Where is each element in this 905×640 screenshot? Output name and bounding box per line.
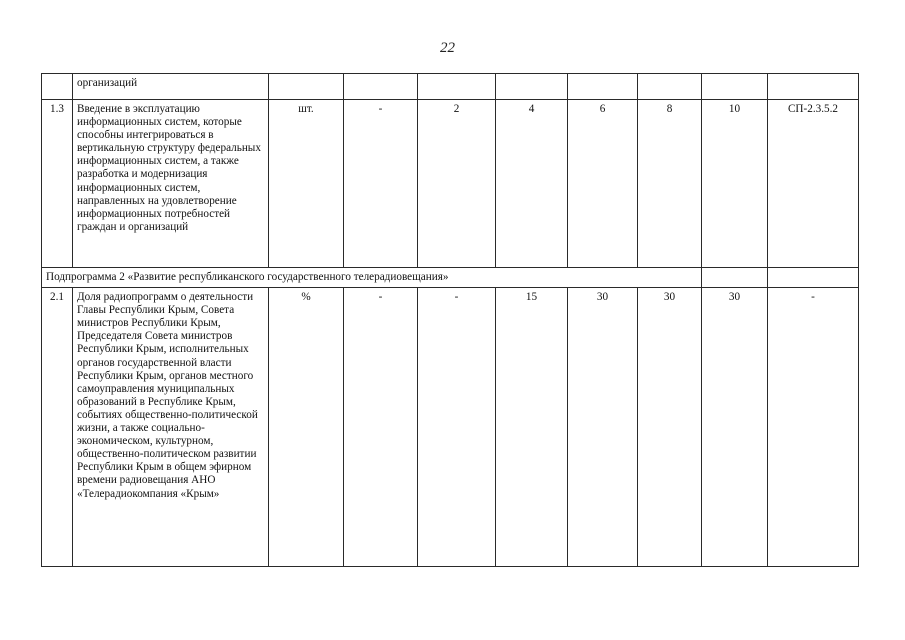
row-number: 1.3: [42, 100, 73, 268]
value-cell: 30: [568, 288, 638, 567]
indicator-name: Введение в эксплуатацию информационных систем, которые способны интегрироваться в вертикальную структуру федеральных информационных систем, а также разработка и модернизация информационных систем, направленных на удовлетворение информационных потребностей граждан и организаций: [73, 100, 269, 268]
row-number: [42, 74, 73, 100]
value-cell: 2: [418, 100, 496, 268]
value-cell: 15: [496, 288, 568, 567]
row-number: 2.1: [42, 288, 73, 567]
page-number: 22: [440, 40, 455, 56]
subprogram-row: [42, 268, 859, 288]
indicators-table: [41, 73, 859, 567]
value-cell: 8: [638, 100, 702, 268]
value-cell: [638, 74, 702, 100]
table-row: [42, 100, 859, 268]
value-cell: -: [344, 100, 418, 268]
indicator-name: организаций: [73, 74, 269, 100]
value-cell: 6: [568, 100, 638, 268]
value-cell: [496, 74, 568, 100]
source-cell: СП-2.3.5.2: [768, 100, 859, 268]
value-cell: 30: [638, 288, 702, 567]
table-row: [42, 288, 859, 567]
value-cell: 10: [702, 100, 768, 268]
unit-cell: [269, 74, 344, 100]
value-cell: [568, 74, 638, 100]
value-cell: [702, 74, 768, 100]
value-cell: [418, 74, 496, 100]
value-cell: [344, 74, 418, 100]
empty-cell: [768, 268, 859, 288]
empty-cell: [702, 268, 768, 288]
unit-cell: %: [269, 288, 344, 567]
unit-cell: шт.: [269, 100, 344, 268]
value-cell: -: [344, 288, 418, 567]
indicator-name: Доля радиопрограмм о деятельности Главы Республики Крым, Совета министров Республики Крым, Председателя Совета министров Республики Крым, исполнительных органов государственной власти Республики Крым, органов местного самоуправления муниципальных образований в Республике Крым, событиях общественно-политической жизни, а также социально-экономическом, культурном, общественно-политическом развитии Республики Крым в общем эфирном времени радиовещания АНО «Телерадиокомпания «Крым»: [73, 288, 269, 567]
value-cell: -: [418, 288, 496, 567]
source-cell: -: [768, 288, 859, 567]
value-cell: 30: [702, 288, 768, 567]
table-row: [42, 74, 859, 100]
value-cell: 4: [496, 100, 568, 268]
source-cell: [768, 74, 859, 100]
subprogram-title: Подпрограмма 2 «Развитие республиканского государственного телерадиовещания»: [42, 268, 702, 288]
